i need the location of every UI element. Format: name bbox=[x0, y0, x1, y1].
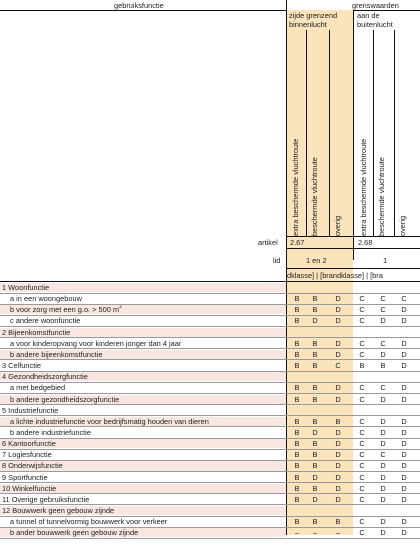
row-value-cell: B bbox=[312, 383, 318, 393]
row-value-cell: B bbox=[294, 483, 300, 493]
row-value-cell: C bbox=[335, 361, 341, 371]
row-value-cell: C bbox=[359, 528, 365, 538]
col-sep-groups bbox=[353, 10, 354, 260]
row-label: 1 Woonfunctie bbox=[2, 283, 50, 292]
lid-label: lid bbox=[273, 256, 281, 265]
row-label: 2 Bijeenkomstfunctie bbox=[2, 327, 71, 337]
row-value-cell: B bbox=[294, 439, 300, 449]
brandklasse-strip: dklasse] | [brandklasse] | [bra bbox=[287, 271, 383, 280]
row-value-cell: D bbox=[380, 427, 386, 437]
row-value-cell: B bbox=[312, 517, 318, 527]
table-row bbox=[0, 484, 420, 493]
row-value-cell: B bbox=[294, 427, 300, 437]
row-value-cell: – bbox=[312, 528, 318, 538]
table-row bbox=[0, 350, 420, 359]
row-value-cell: D bbox=[335, 383, 341, 393]
lid-divider bbox=[287, 268, 420, 269]
row-label: 4 Gezondheidszorgfunctie bbox=[2, 372, 88, 382]
row-value-cell: C bbox=[359, 494, 365, 504]
row-label: a met bedgebied bbox=[10, 383, 66, 393]
artikel-label: artikel bbox=[258, 238, 278, 247]
table-row bbox=[0, 395, 420, 404]
row-value-cell: D bbox=[401, 450, 407, 460]
row-value-cell: C bbox=[380, 450, 386, 460]
row-value-cell: D bbox=[401, 305, 407, 315]
vlabel-buiten-extra: extra beschermde vluchtroute bbox=[359, 138, 368, 236]
row-label: 8 Onderwijsfunctie bbox=[2, 461, 63, 471]
row-value-cell: D bbox=[401, 494, 407, 504]
col-sep-b1 bbox=[306, 30, 307, 236]
row-value-cell: B bbox=[380, 361, 386, 371]
row-label: 5 Industriefunctie bbox=[2, 405, 59, 415]
row-value-cell: D bbox=[335, 316, 341, 326]
row-value-cell: C bbox=[359, 483, 365, 493]
row-value-cell: C bbox=[380, 305, 386, 315]
row-label-superscript: 2 bbox=[119, 305, 122, 311]
row-divider bbox=[0, 538, 420, 539]
row-value-cell: D bbox=[335, 394, 341, 404]
table-row bbox=[0, 372, 420, 381]
row-value-cell: B bbox=[312, 461, 318, 471]
row-value-cell: B bbox=[335, 416, 341, 426]
row-value-cell: D bbox=[335, 305, 341, 315]
row-value-cell: D bbox=[380, 349, 386, 359]
row-value-cell: D bbox=[312, 427, 318, 437]
row-value-cell: C bbox=[380, 294, 386, 304]
row-value-cell: D bbox=[380, 439, 386, 449]
row-value-cell: D bbox=[401, 338, 407, 348]
row-label: b andere gezondheidszorgfunctie bbox=[10, 394, 120, 404]
group-binnenlucht-line2: binnenlucht bbox=[289, 20, 327, 29]
row-label: 9 Sportfunctie bbox=[2, 472, 48, 482]
row-value-cell: D bbox=[401, 461, 407, 471]
row-label: a tunnel of tunnelvormig bouwwerk voor verkeer bbox=[10, 517, 168, 527]
row-value-cell: B bbox=[294, 383, 300, 393]
row-value-cell: B bbox=[312, 483, 318, 493]
row-label: 10 Winkelfunctie bbox=[2, 483, 57, 493]
table-row bbox=[0, 328, 420, 337]
table-row bbox=[0, 361, 420, 370]
row-label: 12 Bouwwerk geen gebouw zijnde bbox=[2, 506, 115, 515]
row-value-cell: D bbox=[401, 394, 407, 404]
row-value-cell: D bbox=[380, 517, 386, 527]
row-value-cell: C bbox=[359, 461, 365, 471]
row-value-cell: C bbox=[359, 439, 365, 449]
row-value-cell: D bbox=[380, 394, 386, 404]
row-label: b andere industriefunctie bbox=[10, 427, 91, 437]
row-value-cell: B bbox=[312, 450, 318, 460]
row-value-cell: D bbox=[335, 349, 341, 359]
row-value-cell: D bbox=[335, 338, 341, 348]
row-value-cell: D bbox=[380, 316, 386, 326]
row-value-cell: B bbox=[312, 361, 318, 371]
table-row bbox=[0, 450, 420, 459]
header-row bbox=[0, 0, 420, 10]
row-value-cell: D bbox=[380, 483, 386, 493]
table-row bbox=[0, 406, 420, 415]
row-value-cell: B bbox=[294, 338, 300, 348]
group-buitenlucht-line1: aan de bbox=[357, 11, 380, 20]
functie-table-body bbox=[0, 283, 420, 538]
row-value-cell: B bbox=[294, 461, 300, 471]
row-label: 7 Logiesfunctie bbox=[2, 450, 52, 460]
row-value-cell: C bbox=[359, 517, 365, 527]
row-value-cell: B bbox=[312, 338, 318, 348]
row-label: 6 Kantoorfunctie bbox=[2, 439, 56, 449]
row-value-cell: D bbox=[312, 316, 318, 326]
row-value-cell: C bbox=[359, 383, 365, 393]
row-value-cell: B bbox=[294, 305, 300, 315]
vlabel-binnen-overig: overig bbox=[333, 215, 342, 236]
row-value-cell: B bbox=[312, 439, 318, 449]
row-value-cell: D bbox=[401, 416, 407, 426]
row-value-cell: C bbox=[359, 416, 365, 426]
row-value-cell: B bbox=[294, 517, 300, 527]
row-label: b ander bouwwerk geen gebouw zijnde bbox=[10, 528, 139, 538]
row-value-cell: – bbox=[294, 528, 300, 538]
row-value-cell: B bbox=[312, 394, 318, 404]
row-value-cell: C bbox=[359, 349, 365, 359]
row-value-cell: C bbox=[359, 450, 365, 460]
table-row bbox=[0, 316, 420, 325]
col-sep-u2 bbox=[394, 30, 395, 236]
col-sep-u1 bbox=[373, 30, 374, 236]
lid-value-buiten: 1 bbox=[383, 256, 388, 265]
table-row bbox=[0, 417, 420, 426]
row-value-cell: B bbox=[294, 316, 300, 326]
table-row bbox=[0, 428, 420, 437]
row-value-cell: D bbox=[401, 349, 407, 359]
row-value-cell: B bbox=[312, 294, 318, 304]
row-label: c andere woonfunctie bbox=[10, 316, 81, 326]
row-value-cell: B bbox=[294, 294, 300, 304]
strip-divider bbox=[0, 281, 420, 282]
table-row bbox=[0, 528, 420, 537]
row-value-cell: D bbox=[401, 528, 407, 538]
row-label: b voor zorg met een g.o. > 500 $m^2$ bbox=[10, 305, 122, 315]
row-value-cell: B bbox=[294, 394, 300, 404]
row-value-cell: D bbox=[401, 316, 407, 326]
table-row bbox=[0, 305, 420, 314]
row-value-cell: C bbox=[359, 338, 365, 348]
row-value-cell: D bbox=[401, 383, 407, 393]
row-value-cell: C bbox=[359, 427, 365, 437]
row-label: a lichte industriefunctie voor bedrijfsmatig houden van dieren bbox=[10, 416, 209, 426]
row-value-cell: D bbox=[335, 472, 341, 482]
row-value-cell: D bbox=[401, 472, 407, 482]
row-value-cell: B bbox=[294, 450, 300, 460]
lid-value-binnen: 1 en 2 bbox=[306, 256, 327, 265]
table-row bbox=[0, 283, 420, 292]
row-value-cell: B bbox=[312, 416, 318, 426]
row-value-cell: B bbox=[294, 361, 300, 371]
row-value-cell: D bbox=[312, 494, 318, 504]
row-value-cell: C bbox=[401, 294, 407, 304]
group-binnenlucht-line1: zijde grenzend bbox=[289, 11, 338, 20]
row-label: 3 Celfunctie bbox=[2, 361, 42, 371]
row-value-cell: C bbox=[359, 316, 365, 326]
row-value-cell: D bbox=[380, 472, 386, 482]
row-value-cell: D bbox=[380, 416, 386, 426]
table-row bbox=[0, 517, 420, 526]
row-value-cell: C bbox=[359, 394, 365, 404]
table-row bbox=[0, 495, 420, 504]
row-value-cell: D bbox=[335, 294, 341, 304]
vlabel-binnen-beschermd: beschermde vluchtroute bbox=[310, 157, 319, 236]
row-value-cell: D bbox=[335, 450, 341, 460]
table-row bbox=[0, 383, 420, 392]
row-value-cell: D bbox=[335, 494, 341, 504]
row-value-cell: C bbox=[380, 338, 386, 348]
row-value-cell: B bbox=[335, 517, 341, 527]
artikel-value-buiten: 2.68 bbox=[358, 238, 373, 247]
group-buitenlucht-line2: buitenlucht bbox=[357, 20, 393, 29]
row-value-cell: D bbox=[335, 461, 341, 471]
table-row bbox=[0, 294, 420, 303]
row-value-cell: D bbox=[401, 517, 407, 527]
row-label: a in een woongebouw bbox=[10, 294, 82, 304]
table-row bbox=[0, 439, 420, 448]
row-value-cell: D bbox=[312, 472, 318, 482]
artikel-divider bbox=[287, 248, 420, 249]
row-value-cell: D bbox=[335, 483, 341, 493]
row-value-cell: B bbox=[312, 349, 318, 359]
row-value-cell: D bbox=[401, 361, 407, 371]
row-value-cell: D bbox=[335, 439, 341, 449]
row-value-cell: C bbox=[359, 294, 365, 304]
row-value-cell: B bbox=[294, 472, 300, 482]
row-value-cell: D bbox=[401, 483, 407, 493]
row-value-cell: D bbox=[380, 494, 386, 504]
row-value-cell: B bbox=[294, 416, 300, 426]
header-gebruiksfunctie: gebruiksfunctie bbox=[114, 1, 164, 10]
table-row bbox=[0, 339, 420, 348]
header-grenswaarden: grenswaarden bbox=[352, 1, 399, 10]
row-value-cell: B bbox=[294, 494, 300, 504]
row-value-cell: D bbox=[380, 528, 386, 538]
row-value-cell: D bbox=[380, 461, 386, 471]
vlabel-binnen-extra: extra beschermde vluchtroute bbox=[291, 138, 300, 236]
row-value-cell: B bbox=[312, 305, 318, 315]
row-value-cell: B bbox=[294, 349, 300, 359]
table-row bbox=[0, 506, 420, 515]
row-value-cell: C bbox=[380, 383, 386, 393]
row-value-cell: B bbox=[359, 361, 365, 371]
row-label: a voor kinderopvang voor kinderen jonger dan 4 jaar bbox=[10, 338, 182, 348]
row-value-cell: D bbox=[335, 427, 341, 437]
col-sep-b2 bbox=[329, 30, 330, 236]
table-row bbox=[0, 461, 420, 470]
table-row bbox=[0, 473, 420, 482]
header-bottom-line bbox=[287, 236, 420, 237]
row-value-cell: C bbox=[359, 305, 365, 315]
row-value-cell: – bbox=[335, 528, 341, 538]
row-value-cell: C bbox=[359, 472, 365, 482]
vlabel-buiten-beschermd: beschermde vluchtroute bbox=[377, 157, 386, 236]
row-value-cell: D bbox=[401, 439, 407, 449]
row-label: 11 Overige gebruiksfunctie bbox=[2, 494, 90, 504]
row-value-cell: D bbox=[401, 427, 407, 437]
row-label: b andere bijeenkomstfunctie bbox=[10, 349, 103, 359]
vlabel-buiten-overig: overig bbox=[398, 215, 407, 236]
artikel-value-binnen: 2.67 bbox=[290, 238, 305, 247]
